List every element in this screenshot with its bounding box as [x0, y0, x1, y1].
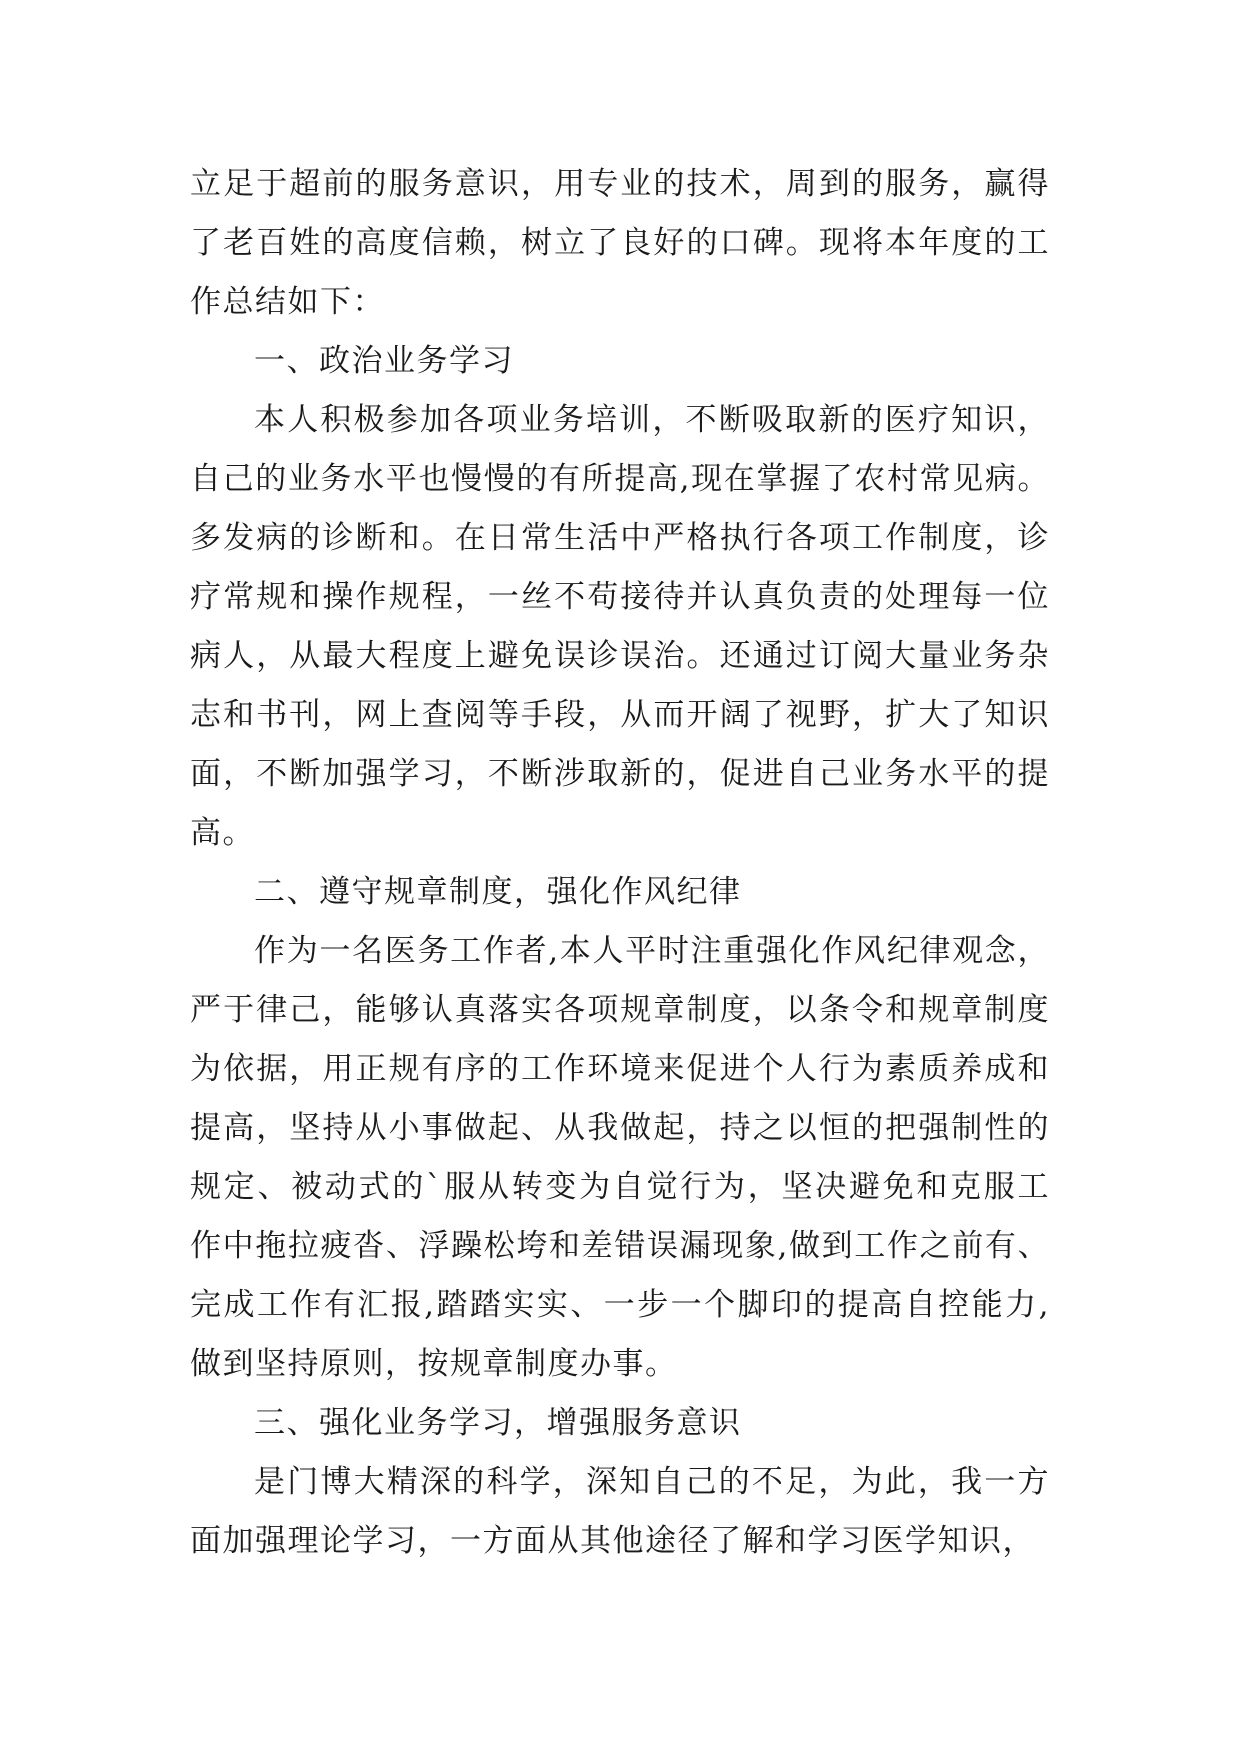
section-heading-1: 一、政治业务学习 — [254, 343, 514, 379]
section-heading-2: 二、遵守规章制度，强化作风纪律 — [254, 874, 742, 910]
intro-paragraph: 立足于超前的服务意识，用专业的技术，周到的服务，赢得了老百姓的高度信赖，树立了良好的口碑。现将本年度的工作总结如下： — [190, 166, 1050, 320]
section-1-paragraph: 本人积极参加各项业务培训，不断吸取新的医疗知识，自己的业务水平也慢慢的有所提高,现在掌握了农村常见病。多发病的诊断和。在日常生活中严格执行各项工作制度，诊疗常规和操作规程，一丝不苟接待并认真负责的处理每一位病人，从最大程度上避免误诊误治。还通过订阅大量业务杂志和书刊，网上查阅等手段，从而开阔了视野，扩大了知识面，不断加强学习，不断涉取新的，促进自己业务水平的提高。 — [190, 402, 1050, 851]
section-2-paragraph: 作为一名医务工作者,本人平时注重强化作风纪律观念，严于律己，能够认真落实各项规章制度，以条令和规章制度为依据，用正规有序的工作环境来促进个人行为素质养成和提高，坚持从小事做起、从我做起，持之以恒的把强制性的规定、被动式的`服从转变为自觉行为，坚决避免和克服工作中拖拉疲沓、浮躁松垮和差错误漏现象,做到工作之前有、完成工作有汇报,踏踏实实、一步一个脚印的提高自控能力,做到坚持原则，按规章制度办事。 — [190, 933, 1050, 1382]
section-heading-3: 三、强化业务学习，增强服务意识 — [254, 1405, 742, 1441]
document-body — [190, 155, 1050, 1571]
section-3-paragraph: 是门博大精深的科学，深知自己的不足，为此，我一方面加强理论学习，一方面从其他途径了解和学习医学知识， — [190, 1464, 1050, 1559]
